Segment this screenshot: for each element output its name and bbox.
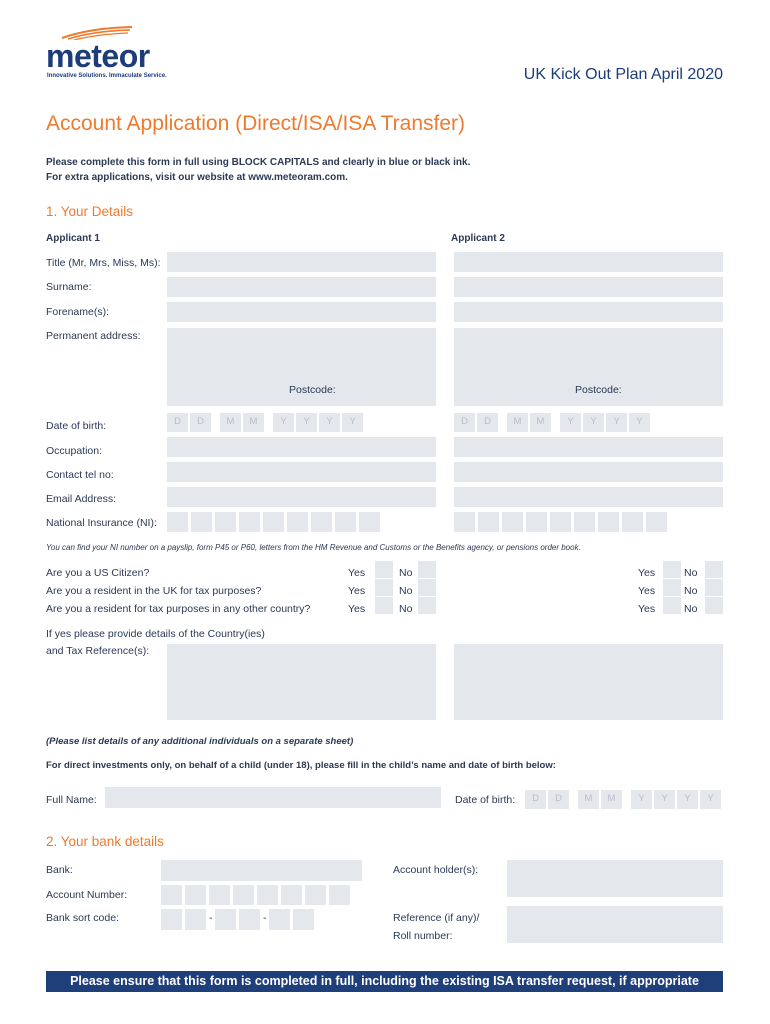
date-digit-box[interactable] [578,790,599,809]
date-digit-box[interactable] [677,790,698,809]
applicant-1-heading: Applicant 1 [46,233,100,244]
applicant-2-email-field[interactable] [454,487,723,507]
applicant-2-tax-details-field[interactable] [454,644,723,720]
sort-code-digit-box[interactable] [161,909,182,930]
ni-note: You can find your NI number on a payslip, form P45 or P60, letters from the HM Revenue and Customs or the Benefits agency, or pensions order book. [46,543,581,552]
digit-box[interactable] [239,512,260,532]
form-title: Account Application (Direct/ISA/ISA Transfer) [46,112,466,135]
applicant-1-tel-field[interactable] [167,462,436,482]
date-digit-placeholder: Y [613,416,620,427]
yes-checkbox[interactable] [663,597,681,614]
date-digit-placeholder: M [536,416,545,427]
date-digit-placeholder: D [532,793,539,804]
applicant-2-heading: Applicant 2 [451,233,505,244]
no-label: No [399,567,413,579]
plan-title: UK Kick Out Plan April 2020 [523,66,723,83]
date-digit-box[interactable] [525,790,546,809]
sort-code-digit-box[interactable] [239,909,260,930]
yes-checkbox[interactable] [375,597,393,614]
intro-line-2: For extra applications, visit our website at www.meteoram.com. [46,172,348,183]
applicant-1-surname-field[interactable] [167,277,436,297]
digit-box[interactable] [233,885,254,905]
title-label: Title (Mr, Mrs, Miss, Ms): [46,257,161,269]
date-digit-box[interactable] [507,413,528,432]
yes-label: Yes [638,567,656,579]
logo-wordmark: meteor [46,38,150,74]
applicant-1-tax-details-field[interactable] [167,644,436,720]
date-digit-box[interactable] [243,413,264,432]
date-digit-placeholder: D [484,416,491,427]
date-digit-placeholder: Y [684,793,691,804]
applicant-2-postcode-label: Postcode: [575,384,622,396]
applicant-1-email-field[interactable] [167,487,436,507]
digit-box[interactable] [454,512,475,532]
applicant-1-address-field[interactable] [167,328,436,406]
date-digit-placeholder: Y [638,793,645,804]
digit-box[interactable] [502,512,523,532]
digit-box[interactable] [526,512,547,532]
uk-resident-question: Are you a resident in the UK for tax purposes? [46,585,262,597]
digit-box[interactable] [287,512,308,532]
date-digit-box[interactable] [583,413,604,432]
yes-checkbox[interactable] [375,579,393,596]
digit-box[interactable] [574,512,595,532]
applicant-1-title-field[interactable] [167,252,436,272]
digit-box[interactable] [478,512,499,532]
child-dob-label: Date of birth: [455,794,516,806]
digit-box[interactable] [311,512,332,532]
reference-label-1: Reference (if any)/ [393,912,480,924]
yes-label: Yes [348,567,366,579]
applicant-2-address-field[interactable] [454,328,723,406]
date-digit-placeholder: D [461,416,468,427]
date-digit-placeholder: Y [590,416,597,427]
child-note: For direct investments only, on behalf of a child (under 18), please fill in the child’s name and date of birth below: [46,760,556,771]
date-digit-box[interactable] [167,413,188,432]
date-digit-placeholder: M [607,793,616,804]
digit-box[interactable] [305,885,326,905]
us-citizen-question: Are you a US Citizen? [46,567,150,579]
digit-box[interactable] [161,885,182,905]
date-digit-placeholder: D [174,416,181,427]
date-digit-placeholder: Y [349,416,356,427]
no-label: No [684,585,698,597]
no-label: No [684,603,698,615]
date-digit-box[interactable] [560,413,581,432]
applicant-2-occupation-field[interactable] [454,437,723,457]
section-1-heading: 1. Your Details [46,204,134,219]
applicant-2-title-field[interactable] [454,252,723,272]
yes-label: Yes [638,585,656,597]
no-checkbox[interactable] [418,561,436,578]
no-checkbox[interactable] [418,579,436,596]
no-label: No [399,603,413,615]
additional-individuals-note: (Please list details of any additional individuals on a separate sheet) [46,736,354,747]
email-label: Email Address: [46,493,117,505]
applicant-2-tel-field[interactable] [454,462,723,482]
bank-field[interactable] [161,860,362,881]
date-digit-box[interactable] [530,413,551,432]
sort-code-digit-box[interactable] [293,909,314,930]
digit-box[interactable] [359,512,380,532]
tel-label: Contact tel no: [46,469,114,481]
date-digit-placeholder: Y [636,416,643,427]
date-digit-box[interactable] [654,790,675,809]
date-digit-placeholder: M [249,416,258,427]
other-country-question: Are you a resident for tax purposes in any other country? [46,603,311,615]
date-digit-placeholder: Y [661,793,668,804]
applicant-2-surname-field[interactable] [454,277,723,297]
sort-code-dash: - [209,912,213,924]
reference-label-2: Roll number: [393,930,453,942]
account-holders-label: Account holder(s): [393,864,479,876]
sort-code-dash: - [263,912,267,924]
applicant-2-forenames-field[interactable] [454,302,723,322]
date-digit-box[interactable] [190,413,211,432]
digit-box[interactable] [191,512,212,532]
date-digit-placeholder: M [226,416,235,427]
forenames-label: Forename(s): [46,306,110,318]
sort-code-digit-box[interactable] [185,909,206,930]
surname-label: Surname: [46,281,92,293]
account-number-label: Account Number: [46,889,128,901]
logo-tagline: Innovative Solutions. Immaculate Service. [47,73,167,79]
date-digit-box[interactable] [342,413,363,432]
date-digit-placeholder: M [584,793,593,804]
date-digit-placeholder: D [555,793,562,804]
digit-box[interactable] [185,885,206,905]
digit-box[interactable] [646,512,667,532]
date-digit-box[interactable] [296,413,317,432]
address-label: Permanent address: [46,330,141,342]
footer-banner: Please ensure that this form is completed in full, including the existing ISA transfer request, if appropriate [46,971,723,992]
digit-box[interactable] [215,512,236,532]
yes-label: Yes [638,603,656,615]
yes-checkbox[interactable] [663,561,681,578]
child-full-name-label: Full Name: [46,794,97,806]
digit-box[interactable] [598,512,619,532]
date-digit-placeholder: M [513,416,522,427]
sort-code-digit-box[interactable] [269,909,290,930]
date-digit-box[interactable] [548,790,569,809]
date-digit-box[interactable] [319,413,340,432]
yes-checkbox[interactable] [375,561,393,578]
date-digit-placeholder: Y [707,793,714,804]
digit-box[interactable] [281,885,302,905]
digit-box[interactable] [167,512,188,532]
no-checkbox[interactable] [705,597,723,614]
applicant-1-forenames-field[interactable] [167,302,436,322]
date-digit-placeholder: Y [303,416,310,427]
yes-label: Yes [348,603,366,615]
digit-box[interactable] [209,885,230,905]
date-digit-box[interactable] [700,790,721,809]
digit-box[interactable] [263,512,284,532]
child-full-name-field[interactable] [105,787,441,808]
intro-line-1: Please complete this form in full using BLOCK CAPITALS and clearly in blue or black ink. [46,157,471,168]
date-digit-box[interactable] [629,413,650,432]
no-checkbox[interactable] [705,561,723,578]
digit-box[interactable] [329,885,350,905]
digit-box[interactable] [622,512,643,532]
dob-label: Date of birth: [46,420,107,432]
date-digit-box[interactable] [601,790,622,809]
digit-box[interactable] [550,512,571,532]
no-checkbox[interactable] [418,597,436,614]
tax-details-label-2: and Tax Reference(s): [46,645,150,657]
applicant-1-postcode-label: Postcode: [289,384,336,396]
reference-field[interactable] [507,906,723,943]
yes-checkbox[interactable] [663,579,681,596]
sort-code-digit-box[interactable] [215,909,236,930]
section-2-heading: 2. Your bank details [46,834,164,849]
digit-box[interactable] [335,512,356,532]
date-digit-placeholder: Y [280,416,287,427]
date-digit-box[interactable] [273,413,294,432]
date-digit-box[interactable] [477,413,498,432]
date-digit-placeholder: D [197,416,204,427]
occupation-label: Occupation: [46,445,103,457]
tax-details-label-1: If yes please provide details of the Country(ies) [46,628,265,640]
no-label: No [684,567,698,579]
ni-label: National Insurance (NI): [46,517,157,529]
date-digit-box[interactable] [454,413,475,432]
no-label: No [399,585,413,597]
date-digit-placeholder: Y [567,416,574,427]
date-digit-box[interactable] [631,790,652,809]
applicant-1-occupation-field[interactable] [167,437,436,457]
digit-box[interactable] [257,885,278,905]
date-digit-box[interactable] [606,413,627,432]
yes-label: Yes [348,585,366,597]
bank-label: Bank: [46,864,73,876]
date-digit-box[interactable] [220,413,241,432]
sort-code-label: Bank sort code: [46,912,119,924]
date-digit-placeholder: Y [326,416,333,427]
account-holders-field[interactable] [507,860,723,897]
no-checkbox[interactable] [705,579,723,596]
